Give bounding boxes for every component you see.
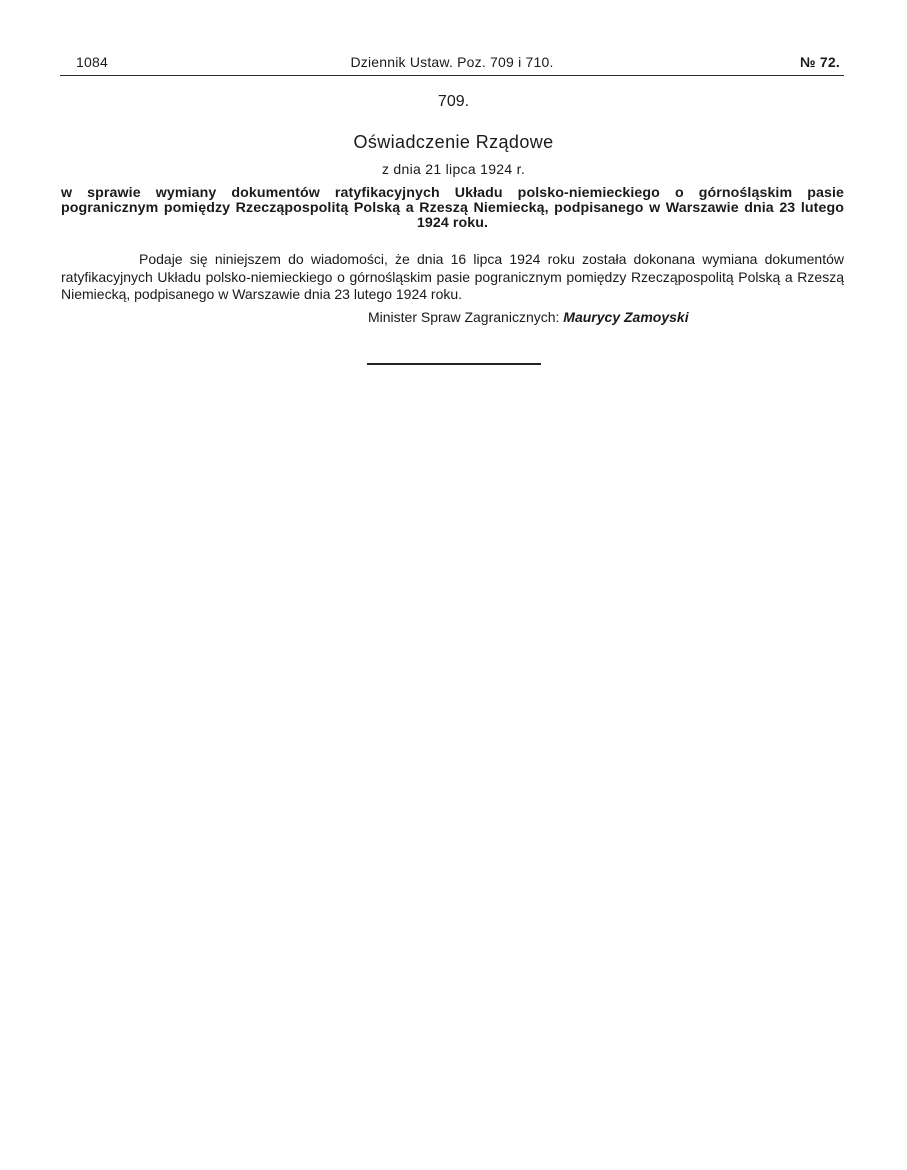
issue-number: № 72. bbox=[800, 54, 840, 70]
signature-block bbox=[368, 309, 689, 325]
document-date: z dnia 21 lipca 1924 r. bbox=[381, 161, 526, 177]
header-divider bbox=[60, 75, 844, 76]
page-header bbox=[60, 54, 844, 74]
position-number: 709. bbox=[437, 93, 470, 110]
running-title: Dziennik Ustaw. Poz. 709 i 710. bbox=[350, 54, 554, 70]
document-subject: w sprawie wymiany dokumentów ratyfikacyjnych Układu polsko-niemieckiego o górnośląskim pasie pogranicznym pomiędzy Rzecząpospolitą Polską a Rzeszą Niemiecką, podpisanego w Warszawie dnia 23 lutego 1924 roku. bbox=[61, 185, 844, 231]
signature-title: Minister Spraw Zagranicznych: bbox=[368, 309, 560, 325]
document-title: Oświadczenie Rządowe bbox=[353, 132, 554, 152]
closing-divider bbox=[367, 363, 541, 365]
signer-name: Maurycy Zamoyski bbox=[563, 309, 689, 325]
page-number: 1084 bbox=[76, 54, 108, 70]
body-paragraph: Podaje się niniejszem do wiadomości, że dnia 16 lipca 1924 roku została dokonana wymiana dokumentów ratyfikacyjnych Układu polsko-niemieckiego o górnośląskim pasie pogranicznym pomiędzy Rzecząpospolitą Polską a Rzeszą Niemiecką, podpisanego w Warszawie dnia 23 lutego 1924 roku. bbox=[61, 251, 844, 302]
